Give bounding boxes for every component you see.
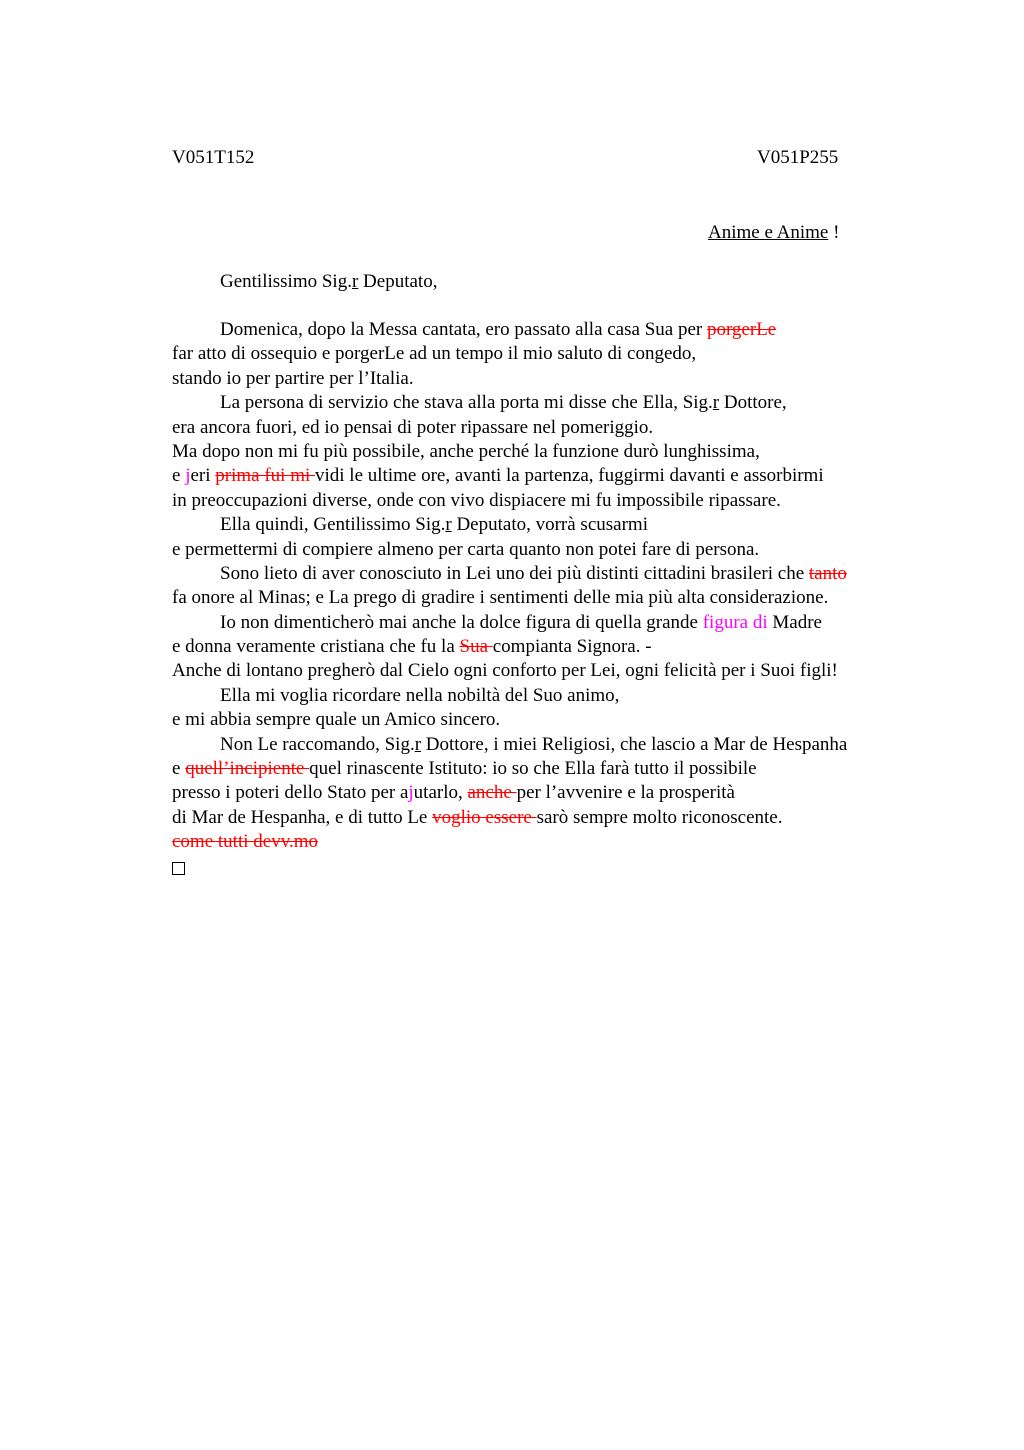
end-marker-line [172,855,932,879]
salutation-pre: Gentilissimo Sig. [220,271,352,292]
text-run: Dottore, i miei Religiosi, che lascio a Mar de Hespanha [421,733,848,755]
text-run: in preoccupazioni diverse, onde con vivo dispiacere mi fu impossibile ripassare. [172,489,781,511]
deleted-text: tanto [808,562,847,584]
text-run: Domenica, dopo la Messa cantata, ero passato alla casa Sua per [220,319,707,340]
body-line [172,757,932,781]
text-run: di Mar de Hespanha, e di tutto Le [172,806,433,828]
text-run: Ella quindi, Gentilissimo Sig. [220,514,446,536]
body-line [172,513,932,537]
text-run: Deputato, vorrà scusarmi [451,514,648,536]
text-run: vidi le ultime ore, avanti la partenza, fuggirmi davanti e assorbirmi [315,465,824,487]
end-of-text-box-icon [172,862,185,875]
salutation [220,270,437,294]
salutation-post: Deputato, [358,271,438,292]
body-line [172,318,932,342]
body-line [172,464,932,488]
body-line [172,635,932,659]
text-run: e [172,758,186,780]
text-run: far atto di ossequio e porgerLe ad un tempo il mio saluto di congedo, [172,343,697,365]
text-run: Sono lieto di aver conosciuto in Lei uno dei più distinti cittadini brasileri che [220,562,809,584]
text-run: e permettermi di compiere almeno per carta quanto non potei fare di persona. [172,538,760,560]
body-line [172,416,932,440]
text-run: Io non dimenticherò mai anche la dolce figura di quella grande [220,611,703,633]
abbreviation: r [445,514,452,536]
text-run: Non Le raccomando, Sig. [220,733,415,755]
inserted-text: j [408,782,414,804]
deleted-text: anche [467,782,517,804]
text-run: compianta Signora. - [492,636,652,658]
body-line [172,781,932,805]
subtitle-suffix: ! [828,222,840,243]
body-line [172,708,932,732]
body-line [172,440,932,464]
body-line [172,611,932,635]
deleted-text: voglio essere [432,806,537,828]
body-line [172,342,932,366]
text-run: Madre [767,611,822,633]
text-run: era ancora fuori, ed io pensai di poter ripassare nel pomeriggio. [172,416,654,438]
document-ref-right: V051P255 [757,147,839,168]
body-line [172,830,932,854]
text-run: Anche di lontano pregherò dal Cielo ogni conforto per Lei, ogni felicità per i Suoi figli! [172,660,838,682]
body-line [172,538,932,562]
deleted-text: quell’incipiente [185,758,310,780]
text-run: e mi abbia sempre quale un Amico sincero. [172,709,501,731]
text-run: per l’avvenire e la prosperità [516,782,735,804]
text-run: sarò sempre molto riconoscente. [536,806,783,828]
text-run: La persona di servizio che stava alla porta mi disse che Ella, Sig. [220,392,713,414]
letter-body [172,318,932,879]
text-run: Ma dopo non mi fu più possibile, anche perché la funzione durò lunghissima, [172,440,760,462]
body-line [172,391,932,415]
text-run: eri [190,465,216,487]
text-run: e [172,465,186,487]
body-line [172,367,932,391]
text-run: quel rinascente Istituto: io so che Ella farà tutto il possibile [309,758,757,780]
text-run: stando io per partire per l’Italia. [172,367,414,389]
body-line [172,684,932,708]
salutation-abbr: r [351,271,359,292]
body-line [172,586,932,610]
deleted-text: come tutti devv.mo [172,831,318,853]
text-run: Dottore, [719,392,787,414]
body-line [172,733,932,757]
inserted-text: figura di [702,611,768,633]
body-line [172,489,932,513]
text-run: e donna veramente cristiana che fu la [172,636,460,658]
abbreviation: r [414,733,422,755]
deleted-text: Sua [459,636,493,658]
body-line [172,562,932,586]
subtitle-text: Anime e Anime [708,222,829,243]
body-line [172,659,932,683]
letter-subtitle [708,221,839,245]
deleted-text: prima fui mi [215,465,315,487]
body-line [172,806,932,830]
text-run: fa onore al Minas; e La prego di gradire i sentimenti delle mia più alta considerazione. [172,587,829,609]
text-run: presso i poteri dello Stato per a [172,782,409,804]
inserted-text: j [185,465,191,487]
text-run: Ella mi voglia ricordare nella nobiltà del Suo animo, [220,684,620,706]
text-run: utarlo, [413,782,468,804]
abbreviation: r [712,392,720,414]
deleted-text: porgerLe [706,319,777,340]
document-ref-left: V051T152 [172,147,255,168]
